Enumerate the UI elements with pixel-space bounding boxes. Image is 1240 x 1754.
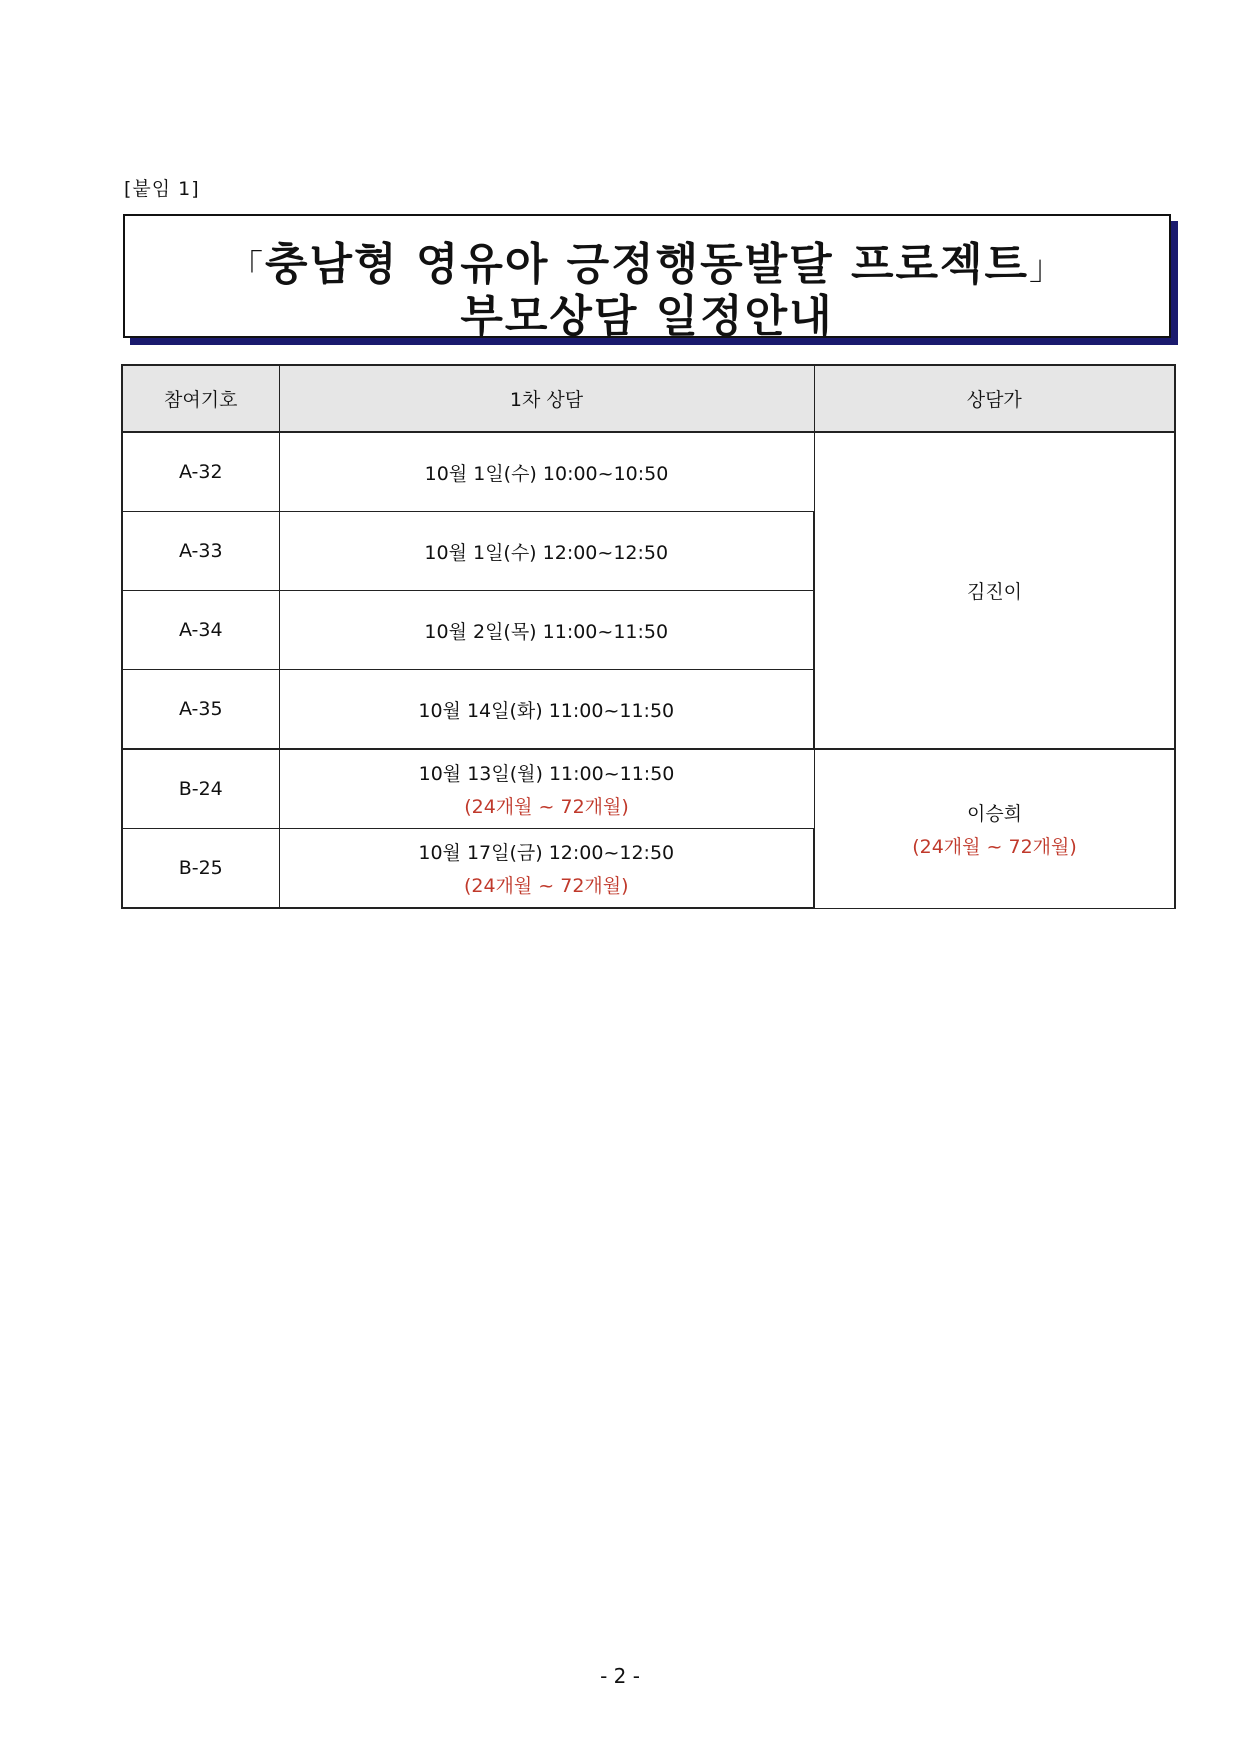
counselor-name: 이승희 (966, 802, 1023, 825)
schedule-table (121, 364, 1176, 909)
title-close-bracket: 」 (1029, 248, 1066, 288)
page-number: - 2 - (600, 1664, 640, 1688)
row-session (279, 829, 814, 909)
title-line-2: 부모상담 일정안내 (460, 291, 834, 342)
row-code: B-24 (122, 749, 279, 829)
counselor-name: 김진이 (966, 581, 1023, 603)
row-session (279, 749, 814, 829)
session-age-note: (24개월 ~ 72개월) (464, 796, 629, 818)
title-main: 충남형 영유아 긍정행동발달 프로젝트 (264, 239, 1030, 290)
session-time: 10월 13일(월) 11:00~11:50 (418, 763, 675, 785)
session-time: 10월 17일(금) 12:00~12:50 (418, 842, 675, 864)
row-session: 10월 2일(목) 11:00~11:50 (279, 591, 814, 670)
table-row (122, 749, 1175, 829)
session-age-note: (24개월 ~ 72개월) (463, 875, 629, 897)
title-box (123, 214, 1171, 342)
row-session: 10월 1일(수) 10:00~10:50 (279, 432, 814, 512)
table-header-row (122, 365, 1175, 432)
row-code: A-34 (122, 591, 279, 670)
row-code: A-35 (122, 670, 279, 750)
table-row (122, 432, 1175, 512)
counselor-cell (814, 432, 1175, 749)
title-open-bracket: 「 (228, 248, 265, 288)
counselor-cell (814, 749, 1175, 908)
row-session: 10월 14일(화) 11:00~11:50 (279, 670, 814, 750)
attachment-label: [붙임 1] (124, 178, 200, 200)
row-code: A-32 (122, 432, 279, 512)
header-session: 1차 상담 (279, 365, 814, 432)
row-session: 10월 1일(수) 12:00~12:50 (279, 512, 814, 591)
header-counselor: 상담가 (814, 365, 1175, 432)
counselor-age-note: (24개월 ~ 72개월) (912, 835, 1077, 858)
header-code: 참여기호 (122, 365, 279, 432)
row-code: A-33 (122, 512, 279, 591)
row-code: B-25 (122, 829, 279, 909)
